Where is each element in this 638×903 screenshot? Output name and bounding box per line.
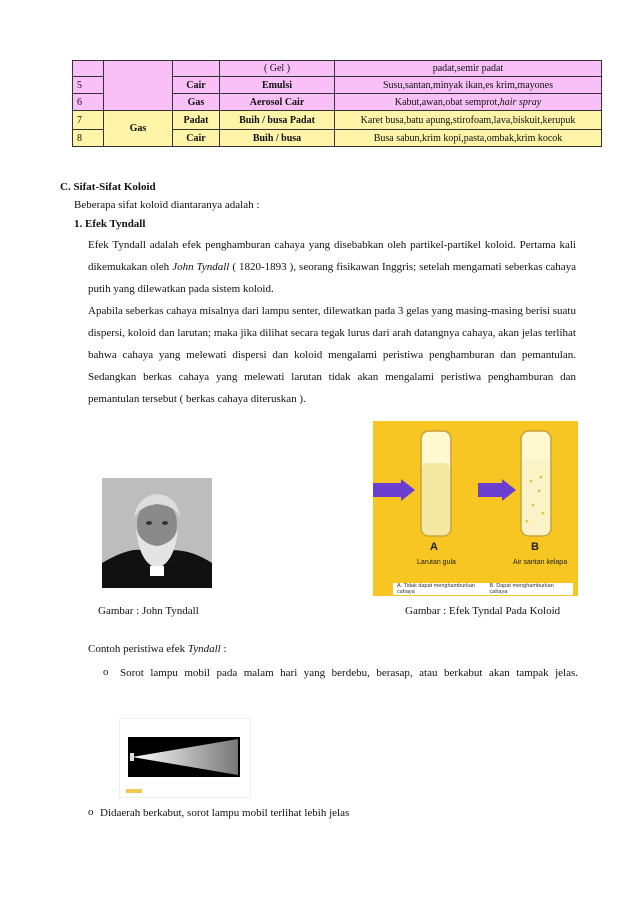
table-cell-medium: Cair — [173, 130, 220, 147]
table-cell-examples: Karet busa,batu apung,stirofoam,lava,biskuit,kerupuk — [335, 111, 602, 130]
p1-name: John Tyndall — [172, 261, 230, 273]
table-cell-dispersed: Gas — [104, 111, 173, 147]
examples-italic: hair spray — [499, 96, 542, 108]
table-cell-medium: Gas — [173, 94, 220, 111]
tyndall-portrait — [102, 478, 212, 588]
table-cell-examples: Busa sabun,krim kopi,pasta,ombak,krim kocok — [335, 130, 602, 147]
examples-title-a: Contoh peristiwa efek — [88, 643, 188, 655]
label-a: A — [430, 541, 438, 553]
bullet-1-mark: o — [103, 666, 109, 678]
table-row — [73, 111, 602, 130]
paragraph-1 — [88, 234, 576, 300]
table-cell-name: Aerosol Cair — [220, 94, 335, 111]
table-cell-num: 6 — [73, 94, 104, 111]
note-b: B. Dapat menghamburkan cahaya — [489, 583, 554, 595]
label-b: B — [531, 541, 539, 553]
table-cell-name: Buih / busa Padat — [220, 111, 335, 130]
table-cell-medium: Padat — [173, 111, 220, 130]
table-cell-num: 8 — [73, 130, 104, 147]
figure-note-bar — [393, 583, 573, 595]
table-cell-num — [73, 61, 104, 77]
table-cell-name: Buih / busa — [220, 130, 335, 147]
examples-plain: Kabut,awan,obat semprot, — [394, 96, 500, 108]
table-cell-num: 5 — [73, 77, 104, 94]
table-cell-medium — [173, 61, 220, 77]
examples-title-b: : — [220, 643, 227, 655]
examples-title — [88, 642, 227, 656]
example-item-2: Didaerah berkabut, sorot lampu mobil terlihat lebih jelas — [100, 807, 350, 819]
tyndall-effect-figure — [373, 421, 578, 596]
table-cell-examples: Susu,santan,minyak ikan,es krim,mayones — [335, 77, 602, 94]
table-cell-dispersed — [104, 61, 173, 111]
caption-left: Gambar : John Tyndall — [98, 605, 199, 617]
table-cell-num: 7 — [73, 111, 104, 130]
headlight-beam-icon — [120, 719, 250, 797]
table-cell-examples: padat,semir padat — [335, 61, 602, 77]
caption-right: Gambar : Efek Tyndal Pada Koloid — [405, 605, 561, 617]
note-a: A. Tidak dapat menghamburkan cahaya — [397, 583, 475, 595]
table-cell-examples — [335, 94, 602, 111]
subsection-heading: 1. Efek Tyndall — [74, 218, 146, 230]
table-cell-medium: Cair — [173, 77, 220, 94]
section-heading: C. Sifat-Sifat Koloid — [60, 181, 156, 193]
sublabel-b: Air santan kelapa — [513, 559, 568, 566]
paragraph-2: Apabila seberkas cahaya misalnya dari lampu senter, dilewatkan pada 3 gelas yang masing-masing berisi suatu dispersi, koloid dan larutan; maka jika dilihat secara tegak lurus dari arah datangnya cahaya, akan jelas terlihat bahwa cahaya yang melewati dispersi dan koloid mengalami peristiwa penghamburan dan pemantulan. Sedangkan berkas cahaya yang melewati larutan tidak akan mengalami peristiwa penghamburan dan pemantulan tersebut ( berkas cahaya diteruskan ). — [88, 305, 576, 405]
headlight-figure — [119, 718, 251, 798]
example-item-1: Sorot lampu mobil pada malam hari yang berdebu, berasap, atau berkabut akan tampak jelas. — [120, 667, 578, 679]
p1-text-b: ( 1820-1893 ), seorang fisikawan Inggris; setelah mengamati seberkas cahaya putih yang dilewatkan pada sistem koloid. — [88, 261, 576, 295]
table-cell-name: ( Gel ) — [220, 61, 335, 77]
examples-title-italic: Tyndall — [187, 643, 221, 655]
bullet-2-mark: o — [88, 806, 94, 818]
sublabel-a: Larutan gula — [417, 559, 456, 566]
table-row — [73, 61, 602, 77]
tyndall-diagram-icon — [373, 421, 578, 596]
colloid-table — [72, 60, 602, 147]
p1-text-a: Efek Tyndall adalah efek penghamburan cahaya yang disebabkan oleh partikel-partikel koloid. Pertama kali dikemukakan oleh — [88, 239, 576, 273]
section-intro: Beberapa sifat koloid diantaranya adalah : — [74, 199, 260, 211]
table-cell-name: Emulsi — [220, 77, 335, 94]
portrait-icon — [102, 478, 212, 588]
